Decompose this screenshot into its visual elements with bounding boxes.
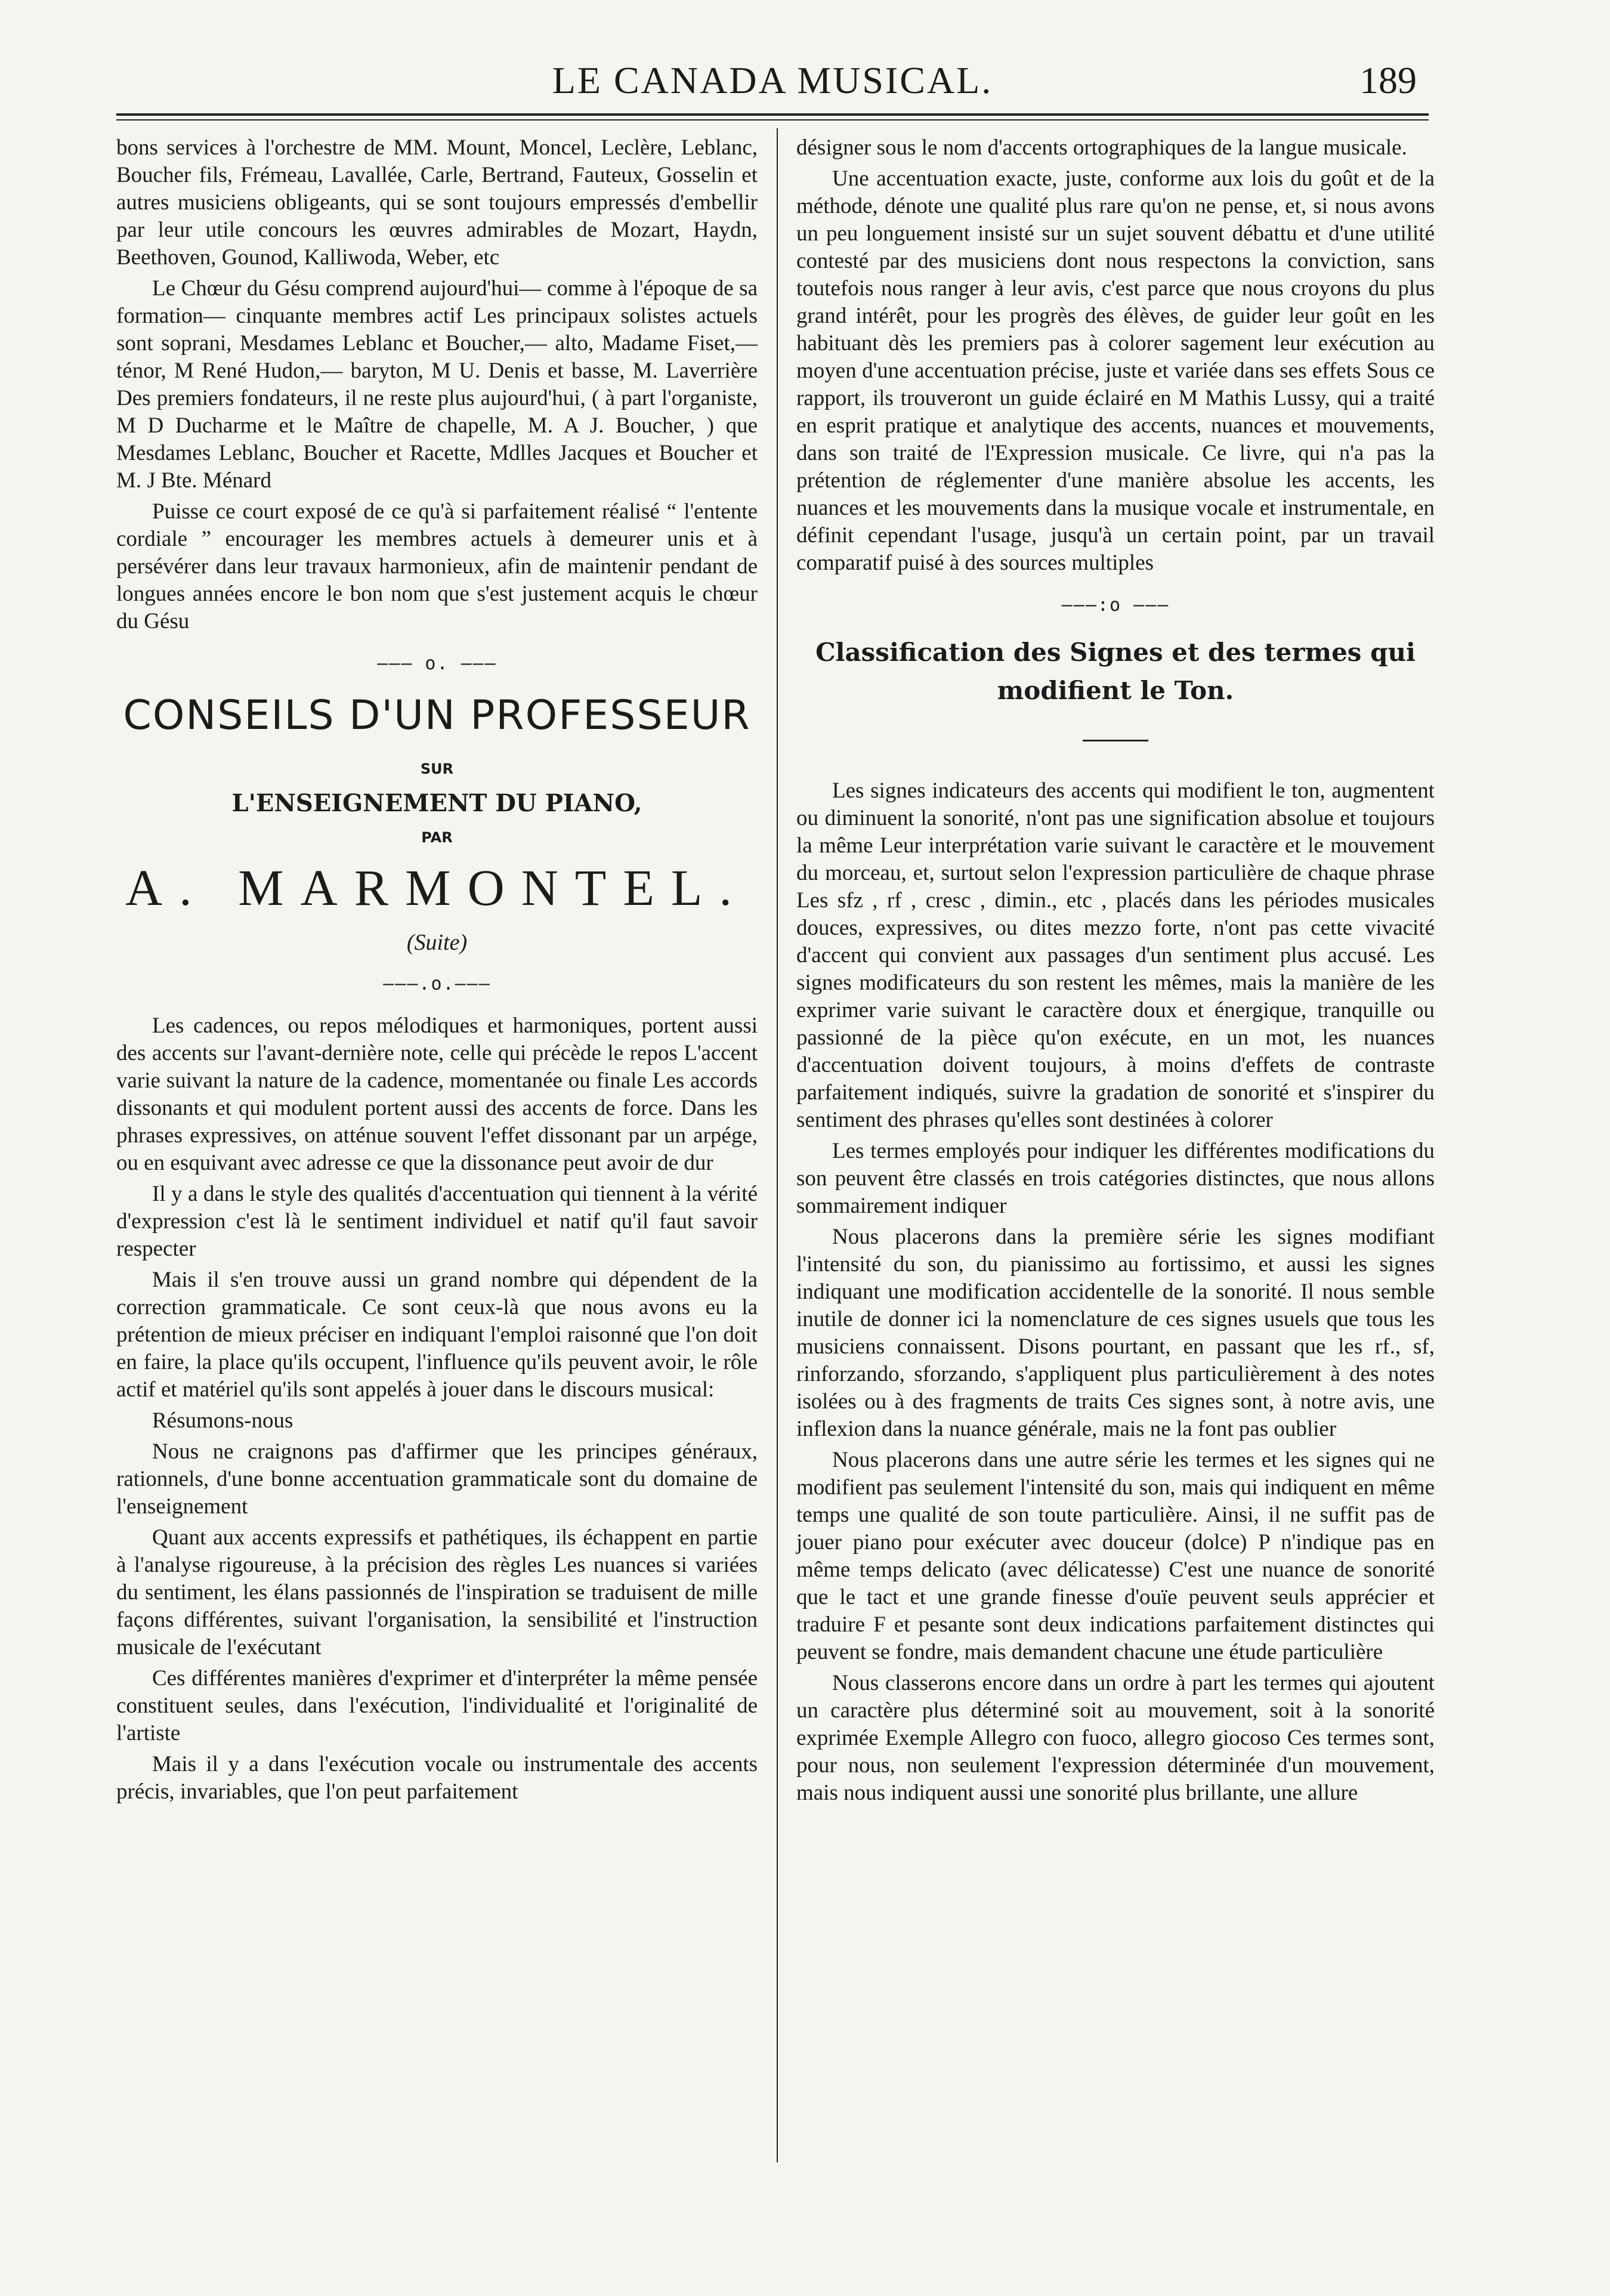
- article-title: CONSEILS D'UN PROFESSEUR: [123, 692, 751, 739]
- journal-title: LE CANADA MUSICAL.: [552, 59, 993, 101]
- paragraph: Nous ne craignons pas d'affirmer que les principes généraux, rationnels, d'une bonne accentuation grammaticale sont du domaine de l'enseignement: [116, 1439, 758, 1519]
- paragraph: Mais il y a dans l'exécution vocale ou instrumentale des accents précis, invariables, que l'on peut parfaitement: [116, 1752, 758, 1804]
- article-author: A. MARMONTEL.: [125, 859, 749, 916]
- paragraph: Les cadences, ou repos mélodiques et harmoniques, portent aussi des accents sur l'avant-dernière note, celle qui précède le repos L'accent varie suivant la nature de la cadence, momentanée ou finale Les accords dissonants et qui modulent portent aussi des accents de force. Dans les phrases expressives, on atténue souvent l'effet dissonant par un arpége, ou en esquivant avec adresse ce que la dissonance peut avoir de dur: [116, 1013, 758, 1175]
- section-title: Classification des Signes et des termes qui modifient le Ton.: [815, 638, 1416, 705]
- paragraph: Mais il s'en trouve aussi un grand nombre qui dépendent de la correction grammaticale. Ce sont ceux-là que nous avons eu la prétention de mieux préciser en indiquant l'emploi raisonné que l'on doit en faire, la place qu'ils occupent, l'influence qu'ils peuvent avoir, le rôle actif et matériel qu'ils sont appelés à jouer dans le discours musical:: [116, 1268, 758, 1402]
- separator: ——— o. ———: [377, 653, 497, 674]
- header-rule: [116, 113, 1429, 120]
- paragraph: Nous placerons dans une autre série les termes et les signes qui ne modifient pas seulement l'intensité du son, mais qui indiquent en même temps une qualité de son toute particulière. Ainsi, il ne suffit pas de jouer piano pour exécuter avec douceur (dolce) P n'indique pas en même temps delicato (avec délicatesse) C'est une nuance de sonorité que le tact et une grande finesse d'ouïe peuvent seuls apprécier et traduire F et pesante sont deux indications parfaitement distinctes qui peuvent se fondre, mais demandent chacune une étude particulière: [796, 1448, 1435, 1664]
- separator: ———.o.———: [383, 974, 491, 994]
- right-column: [796, 134, 1435, 1810]
- paragraph: Puisse ce court exposé de ce qu'à si parfaitement réalisé “ l'entente cordiale ” encourager les membres actuels à demeurer unis et à persévérer dans leur travaux harmonieux, afin de maintenir pendant de longues années encore le bon nom que s'est justement acquis le chœur du Gésu: [116, 499, 758, 634]
- paragraph: Ces différentes manières d'exprimer et d'interpréter la même pensée constituent seules, dans l'exécution, l'individualité et l'originalité de l'artiste: [116, 1666, 758, 1745]
- left-column: [116, 134, 758, 1809]
- paragraph: Le Chœur du Gésu comprend aujourd'hui— comme à l'époque de sa formation— cinquante membres actif Les principaux solistes actuels sont soprani, Mesdames Leblanc et Boucher,— alto, Madame Fiset,— ténor, M René Hudon,— baryton, M U. Denis et basse, M. Laverrière Des premiers fondateurs, il ne reste plus aujourd'hui, ( à part l'organiste, M D Ducharme et le Maître de chapelle, M. A J. Boucher, ) que Mesdames Leblanc, Boucher et Racette, Mdlles Jacques et Boucher et M. J Bte. Ménard: [116, 276, 758, 493]
- article-sur: SUR: [420, 761, 454, 777]
- paragraph: Nous placerons dans la première série les signes modifiant l'intensité du son, du pianissimo au fortissimo, et aussi les signes indiquant une modification accidentelle de la sonorité. Il nous semble inutile de donner ici la nomenclature de ces signes usuels que tous les musiciens connaissent. Disons pourtant, en passant que les rf., sf, rinforzando, sforzando, s'appliquent plus particulièrement à des notes isolées ou à des fragments de traits Ces signes sont, à notre avis, une inflexion dans la nuance générale, mais ne la font pas oublier: [796, 1225, 1435, 1441]
- article-par: PAR: [421, 829, 453, 846]
- article-suite: (Suite): [406, 930, 468, 955]
- paragraph: Résumons-nous: [152, 1408, 293, 1433]
- running-head: [116, 48, 1429, 107]
- paragraph: Les termes employés pour indiquer les différentes modifications du son peuvent être classés en trois catégories distinctes, que nous allons sommairement indiquer: [796, 1139, 1435, 1218]
- paragraph: Quant aux accents expressifs et pathétiques, ils échappent en partie à l'analyse rigoureuse, à la précision des règles Les nuances si variées du sentiment, les élans passionnés de l'inspiration se traduisent de mille façons différentes, suivant l'organisation, la sensibilité et l'instruction musicale de l'exécutant: [116, 1525, 758, 1660]
- separator: ———:o ———: [1061, 595, 1170, 616]
- article-subtitle: L'ENSEIGNEMENT DU PIANO,: [231, 789, 642, 817]
- column-divider: [777, 128, 778, 2162]
- section-rule: [1083, 740, 1148, 741]
- page-number: 189: [1359, 59, 1417, 101]
- paragraph: Il y a dans le style des qualités d'accentuation qui tiennent à la vérité d'expression c'est là le sentiment individuel et natif qu'il faut savoir respecter: [116, 1182, 758, 1261]
- paragraph: désigner sous le nom d'accents ortographiques de la langue musicale.: [796, 135, 1407, 160]
- paragraph: Les signes indicateurs des accents qui modifient le ton, augmentent ou diminuent la sonorité, n'ont pas une signification absolue et toujours la même Leur interprétation varie suivant le caractère et le mouvement du morceau, et, surtout selon l'expression particulière de chaque phrase Les sfz , rf , cresc , dimin., etc , placés dans les périodes musicales douces, expressives, ou dites mezzo forte, n'ont pas cette vivacité d'accent qui convient aux passages d'un sentiment plus accusé. Les signes modificateurs du son restent les mêmes, mais la manière de les exprimer varie suivant le caractère doux et énergique, tranquille ou passionné de la pièce qu'on exécute, en un mot, les nuances d'accentuation doivent toujours, à moins d'effets de contraste parfaitement indiqués, suivre la gradation de sonorité et s'inspirer du sentiment des phrases qu'elles sont destinées à colorer: [796, 778, 1435, 1132]
- paragraph: bons services à l'orchestre de MM. Mount, Moncel, Leclère, Leblanc, Boucher fils, Frémeau, Lavallée, Carle, Bertrand, Fauteux, Gosselin et autres musiciens obligeants, qui se sont toujours empressés d'embellir par leur utile concours les œuvres admirables de Mozart, Haydn, Beethoven, Gounod, Kalliwoda, Weber, etc: [116, 135, 758, 270]
- paragraph: Une accentuation exacte, juste, conforme aux lois du goût et de la méthode, dénote une qualité plus rare qu'on ne pense, et, si nous avons un peu longuement insisté sur un sujet souvent débattu et d'une utilité contesté par des musiciens dont nous respectons la conviction, sans toutefois nous ranger à leur avis, c'est parce que nous croyons du plus grand intérêt, pour les progrès des élèves, de guider leur goût en les habituant dès les premiers pas à colorer sagement leur exécution au moyen d'une accentuation précise, juste et variée dans ses effets Sous ce rapport, ils trouveront un guide éclairé en M Mathis Lussy, qui a traité en esprit pratique et analytique des accents, nuances et mouvements, dans son traité de l'Expression musicale. Ce livre, qui n'a pas la prétention de réglementer d'une manière absolue les accents, les nuances et les mouvements dans la musique vocale et instrumentale, en définit cependant l'usage, jusqu'à un certain point, par un travail comparatif puisé à des sources multiples: [796, 166, 1435, 575]
- paragraph: Nous classerons encore dans un ordre à part les termes qui ajoutent un caractère plus déterminé soit au mouvement, soit à la sonorité exprimée Exemple Allegro con fuoco, allegro giocoso Ces termes sont, pour nous, non seulement l'expression déterminée d'un mouvement, mais nous indiquent aussi une sonorité plus brillante, une allure: [796, 1671, 1435, 1805]
